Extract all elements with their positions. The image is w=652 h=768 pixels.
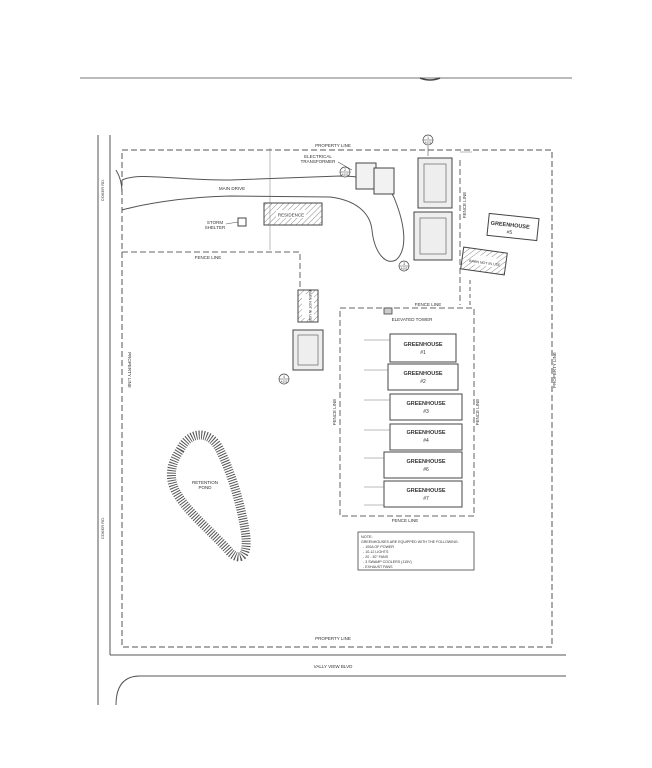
property-line-top-label: PROPERTY LINE	[315, 143, 351, 148]
callout-2-sheet: A102	[341, 172, 349, 177]
greenhouse-2-title: GREENHOUSE	[403, 371, 443, 377]
storm-shelter-label-2: SHELTER	[204, 225, 226, 230]
callout-4	[279, 374, 289, 384]
transformer-label-2: TRANSFORMER	[300, 159, 336, 164]
fence-upper-left-label: FENCE LINE	[194, 255, 222, 260]
fence-left-label: FENCE LINE	[332, 398, 337, 426]
callout-3	[399, 261, 409, 271]
note-heading: NOTE:	[361, 535, 373, 539]
note-line-6: - EXHAUST FANS	[363, 565, 393, 569]
greenhouse-2-number: #2	[420, 379, 426, 385]
barn-right-label: BARN NOT IN USE	[468, 258, 501, 268]
property-line-right-label: PROPERTY LINE	[552, 352, 557, 388]
callout-2	[340, 167, 350, 177]
retention-pond-label-1: RETENTION	[191, 480, 219, 485]
greenhouse-7	[384, 481, 462, 507]
storm-shelter-leader	[226, 222, 238, 224]
barn-left-label: BARN NOT IN USE	[308, 290, 312, 322]
note-line-5: - 3 SWAMP COOLERS (115V)	[363, 560, 412, 564]
greenhouse-6	[384, 452, 462, 478]
greenhouse-3-number: #3	[423, 409, 429, 415]
property-boundary	[122, 150, 552, 647]
callout-3-num: 3	[403, 262, 405, 266]
callout-3-sheet: A102	[400, 266, 408, 271]
note-line-3: - 10-12 LIGHTS	[363, 550, 389, 554]
property-line-left-label: PROPERTY LINE	[127, 352, 132, 388]
greenhouse-6-number: #6	[423, 467, 429, 473]
greenhouse-5	[487, 213, 539, 240]
greenhouse-1-title: GREENHOUSE	[403, 342, 443, 348]
storm-shelter-box	[238, 218, 246, 226]
callout-1	[423, 135, 433, 156]
note-line-1: GREENHOUSES ARE EQUIPPED WITH THE FOLLOWING:	[361, 540, 459, 544]
callout-2-num: 2	[344, 168, 346, 172]
main-drive-entry-curve	[116, 170, 122, 192]
greenhouse-7-number: #7	[423, 496, 429, 502]
greenhouse-4-title: GREENHOUSE	[406, 430, 446, 436]
callout-4-sheet: A102	[280, 379, 288, 384]
shed-upper-3	[418, 158, 452, 208]
vally-view-label: VALLY VIEW BLVD	[313, 664, 353, 669]
fence-right-label: FENCE LINE	[475, 398, 480, 426]
shed-upper-2	[374, 168, 394, 194]
residence-label: RESIDENCE	[277, 212, 305, 218]
property-line-bottom-label: PROPERTY LINE	[315, 636, 351, 641]
greenhouse-4	[390, 424, 462, 450]
greenhouse-3	[390, 394, 462, 420]
fence-top-label: FENCE LINE	[414, 302, 442, 307]
greenhouse-1-number: #1	[420, 350, 426, 356]
retention-pond-label-2: POND	[198, 485, 212, 490]
coker-rd-top-label: COKER RD.	[100, 178, 105, 202]
road-corner-curve	[116, 676, 566, 705]
shed-left-lower	[293, 330, 323, 370]
elevated-tower	[384, 308, 392, 314]
main-drive-label: MAIN DRIVE	[218, 186, 246, 191]
elevated-tower-label: ELEVATED TOWER	[391, 317, 433, 322]
greenhouse-3-title: GREENHOUSE	[406, 401, 446, 407]
retention-pond	[171, 435, 246, 557]
callout-1-num: 1	[427, 136, 429, 140]
note-line-2: - 100A OF POWER	[363, 545, 394, 549]
coker-rd-bottom-label: COKER RD.	[100, 516, 105, 540]
shed-upper-1	[356, 163, 376, 189]
fence-bottom-label: FENCE LINE	[391, 518, 419, 523]
greenhouse-6-title: GREENHOUSE	[406, 459, 446, 465]
callout-1-sheet: A102	[424, 140, 432, 145]
greenhouse-4-number: #4	[423, 438, 429, 444]
greenhouse-5-title: GREENHOUSE	[490, 220, 530, 231]
callout-4-num: 4	[283, 375, 285, 379]
transformer-label-1: ELECTRICAL	[304, 154, 332, 159]
greenhouse-5-number: #5	[506, 229, 513, 236]
greenhouse-1	[390, 334, 456, 362]
note-line-4: - 20 - 30" FANS	[363, 555, 389, 559]
fence-east-label: FENCE LINE	[462, 191, 467, 219]
greenhouse-7-title: GREENHOUSE	[406, 488, 446, 494]
greenhouse-2	[388, 364, 458, 390]
storm-shelter-label-1: STORM	[206, 220, 224, 225]
